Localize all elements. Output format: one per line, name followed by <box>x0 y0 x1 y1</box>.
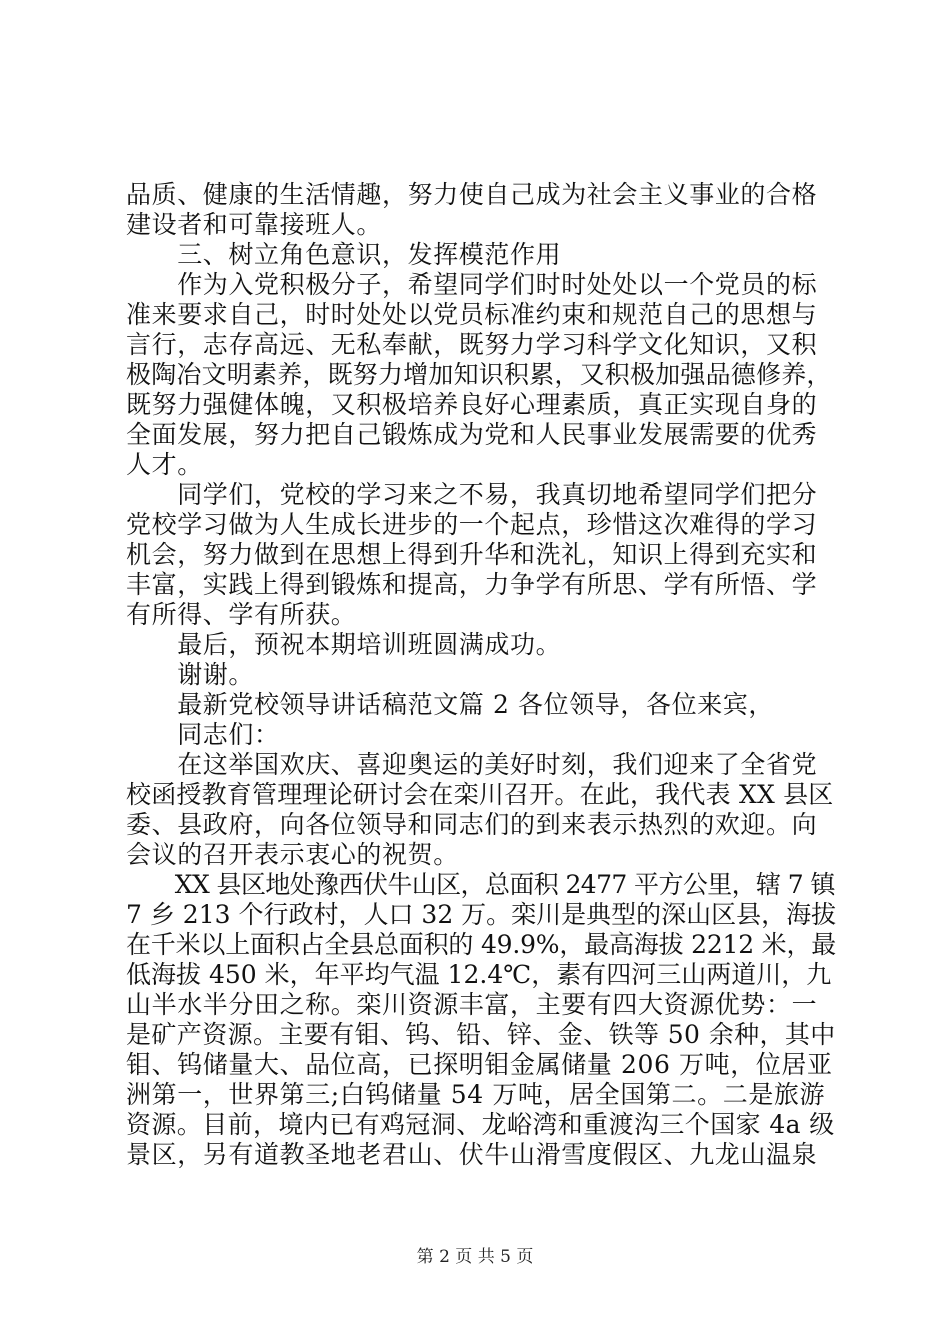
text-line: 既努力强健体魄，又积极培养良好心理素质，真正实现自身的 <box>126 390 818 419</box>
text-line: 同志们： <box>126 720 280 749</box>
document-body <box>126 177 836 1207</box>
text-line: 建设者和可靠接班人。 <box>126 210 383 239</box>
text-line: 极陶冶文明素养，既努力增加知识积累，又积极加强品德修养， <box>126 360 832 389</box>
text-line: 丰富，实践上得到锻炼和提高，力争学有所思、学有所悟、学 <box>126 570 818 599</box>
text-line: 作为入党积极分子，希望同学们时时处处以一个党员的标 <box>126 270 818 299</box>
text-line: 委、县政府，向各位领导和同志们的到来表示热烈的欢迎。向 <box>126 810 818 839</box>
text-line: 在千米以上面积占全县总面积的 49.9%，最高海拔 2212 米，最 <box>126 930 837 959</box>
text-line: 机会，努力做到在思想上得到升华和洗礼，知识上得到充实和 <box>126 540 818 569</box>
text-line: 全面发展，努力把自己锻炼成为党和人民事业发展需要的优秀 <box>126 420 818 449</box>
text-line: 谢谢。 <box>126 660 255 689</box>
text-line: 党校学习做为人生成长进步的一个起点，珍惜这次难得的学习 <box>126 510 818 539</box>
article-title-line: 最新党校领导讲话稿范文篇 2 各位领导，各位来宾， <box>126 690 775 719</box>
text-line: 有所得、学有所获。 <box>126 600 357 629</box>
text-line: 同学们，党校的学习来之不易，我真切地希望同学们把分 <box>126 480 818 509</box>
text-line: 资源。目前，境内已有鸡冠洞、龙峪湾和重渡沟三个国家 4a 级 <box>126 1110 835 1139</box>
text-line: 7 乡 213 个行政村，人口 32 万。栾川是典型的深山区县，海拔 <box>126 900 837 929</box>
text-line: 准来要求自己，时时处处以党员标准约束和规范自己的思想与 <box>126 300 818 329</box>
text-line: 人才。 <box>126 450 203 479</box>
text-line: 会议的召开表示衷心的祝贺。 <box>126 840 459 869</box>
text-line: 景区，另有道教圣地老君山、伏牛山滑雪度假区、九龙山温泉 <box>126 1140 818 1169</box>
text-line: 在这举国欢庆、喜迎奥运的美好时刻，我们迎来了全省党 <box>126 750 818 779</box>
text-line: 低海拔 450 米，年平均气温 12.4℃，素有四河三山两道川，九 <box>126 960 832 989</box>
text-line: 是矿产资源。主要有钼、钨、铅、锌、金、铁等 50 余种，其中 <box>126 1020 836 1049</box>
text-line: 最后，预祝本期培训班圆满成功。 <box>126 630 562 659</box>
text-line: 言行，志存高远、无私奉献，既努力学习科学文化知识，又积 <box>126 330 818 359</box>
text-line: 洲第一，世界第三;白钨储量 54 万吨，居全国第二。二是旅游 <box>126 1080 826 1109</box>
text-line: 钼、钨储量大、品位高，已探明钼金属储量 206 万吨，位居亚 <box>126 1050 833 1079</box>
text-line: 山半水半分田之称。栾川资源丰富，主要有四大资源优势：一 <box>126 990 818 1019</box>
section-heading: 三、树立角色意识，发挥模范作用 <box>126 240 562 269</box>
text-line: XX 县区地处豫西伏牛山区，总面积 2477 平方公里，辖 7 镇 <box>126 870 835 899</box>
text-line: 校函授教育管理理论研讨会在栾川召开。在此，我代表 XX 县区 <box>126 780 834 809</box>
page-number: 第 2 页 共 5 页 <box>416 1247 534 1267</box>
text-line: 品质、健康的生活情趣，努力使自己成为社会主义事业的合格 <box>126 180 818 209</box>
